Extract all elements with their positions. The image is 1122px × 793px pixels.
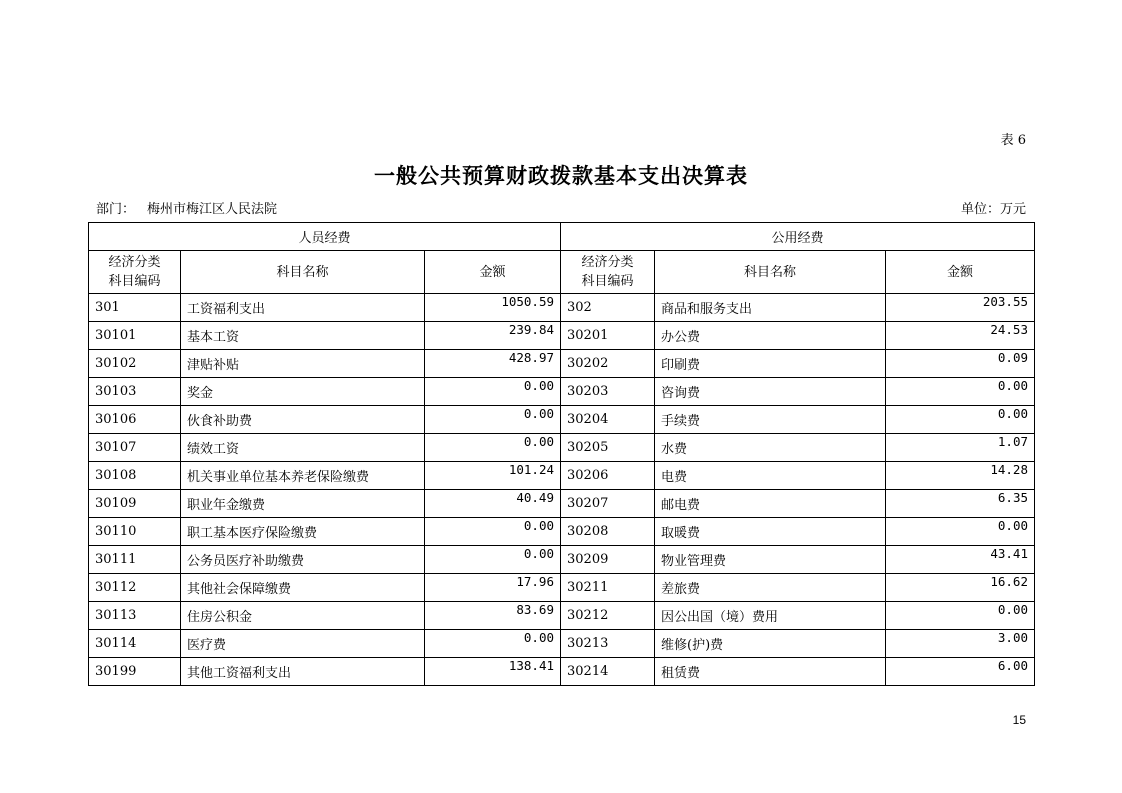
public-amount-cell: 14.28 bbox=[886, 462, 1035, 490]
personnel-name-cell: 奖金 bbox=[181, 378, 425, 406]
personnel-name-cell: 基本工资 bbox=[181, 322, 425, 350]
page-number: 15 bbox=[1012, 713, 1026, 727]
table-row bbox=[89, 294, 1035, 322]
personnel-name-cell: 伙食补助费 bbox=[181, 406, 425, 434]
column-header-name: 科目名称 bbox=[181, 251, 425, 294]
personnel-name-cell: 工资福利支出 bbox=[181, 294, 425, 322]
column-header-row bbox=[89, 251, 1035, 294]
table-row bbox=[89, 490, 1035, 518]
public-amount-cell: 6.35 bbox=[886, 490, 1035, 518]
public-amount-cell: 203.55 bbox=[886, 294, 1035, 322]
table-number-label: 表 6 bbox=[1000, 133, 1026, 148]
public-code-cell: 30213 bbox=[561, 630, 655, 658]
column-header-code-line1: 经济分类 bbox=[108, 255, 161, 270]
unit-label: 单位：万元 bbox=[960, 202, 1026, 217]
page-title: 一般公共预算财政拨款基本支出决算表 bbox=[374, 163, 748, 188]
table-row bbox=[89, 406, 1035, 434]
personnel-code-cell: 30113 bbox=[89, 602, 181, 630]
personnel-code-cell: 30103 bbox=[89, 378, 181, 406]
personnel-name-cell: 医疗费 bbox=[181, 630, 425, 658]
table-row bbox=[89, 350, 1035, 378]
table-row bbox=[89, 630, 1035, 658]
personnel-amount-cell: 40.49 bbox=[425, 490, 561, 518]
personnel-amount-cell: 83.69 bbox=[425, 602, 561, 630]
public-amount-cell: 3.00 bbox=[886, 630, 1035, 658]
column-header-code bbox=[89, 251, 181, 294]
public-amount-cell: 0.00 bbox=[886, 378, 1035, 406]
personnel-name-cell: 绩效工资 bbox=[181, 434, 425, 462]
personnel-name-cell: 津贴补贴 bbox=[181, 350, 425, 378]
group-header-row bbox=[89, 223, 1035, 251]
public-amount-cell: 0.00 bbox=[886, 406, 1035, 434]
table-row bbox=[89, 574, 1035, 602]
budget-table bbox=[88, 222, 1035, 686]
public-code-cell: 30209 bbox=[561, 546, 655, 574]
public-amount-cell: 0.00 bbox=[886, 602, 1035, 630]
personnel-code-cell: 30110 bbox=[89, 518, 181, 546]
public-code-cell: 30204 bbox=[561, 406, 655, 434]
personnel-amount-cell: 0.00 bbox=[425, 546, 561, 574]
personnel-amount-cell: 0.00 bbox=[425, 630, 561, 658]
personnel-name-cell: 其他工资福利支出 bbox=[181, 658, 425, 686]
public-code-cell: 30202 bbox=[561, 350, 655, 378]
personnel-name-cell: 住房公积金 bbox=[181, 602, 425, 630]
public-amount-cell: 6.00 bbox=[886, 658, 1035, 686]
public-amount-cell: 43.41 bbox=[886, 546, 1035, 574]
public-code-cell: 30206 bbox=[561, 462, 655, 490]
table-row bbox=[89, 462, 1035, 490]
public-code-cell: 302 bbox=[561, 294, 655, 322]
public-amount-cell: 0.00 bbox=[886, 518, 1035, 546]
public-name-cell: 水费 bbox=[655, 434, 886, 462]
public-name-cell: 印刷费 bbox=[655, 350, 886, 378]
personnel-amount-cell: 0.00 bbox=[425, 378, 561, 406]
column-header-amount: 金额 bbox=[425, 251, 561, 294]
personnel-name-cell: 职业年金缴费 bbox=[181, 490, 425, 518]
table-row bbox=[89, 434, 1035, 462]
column-header-code bbox=[561, 251, 655, 294]
table-row bbox=[89, 546, 1035, 574]
personnel-amount-cell: 1050.59 bbox=[425, 294, 561, 322]
table-body bbox=[89, 223, 1035, 686]
public-name-cell: 商品和服务支出 bbox=[655, 294, 886, 322]
personnel-code-cell: 30199 bbox=[89, 658, 181, 686]
personnel-amount-cell: 0.00 bbox=[425, 434, 561, 462]
public-amount-cell: 16.62 bbox=[886, 574, 1035, 602]
public-name-cell: 物业管理费 bbox=[655, 546, 886, 574]
column-header-code-line2: 科目编码 bbox=[581, 274, 634, 289]
personnel-code-cell: 30102 bbox=[89, 350, 181, 378]
public-amount-cell: 24.53 bbox=[886, 322, 1035, 350]
group-header-public: 公用经费 bbox=[561, 223, 1035, 251]
table-row bbox=[89, 658, 1035, 686]
public-name-cell: 差旅费 bbox=[655, 574, 886, 602]
public-name-cell: 邮电费 bbox=[655, 490, 886, 518]
public-name-cell: 咨询费 bbox=[655, 378, 886, 406]
personnel-code-cell: 30109 bbox=[89, 490, 181, 518]
public-name-cell: 租赁费 bbox=[655, 658, 886, 686]
personnel-amount-cell: 428.97 bbox=[425, 350, 561, 378]
personnel-name-cell: 职工基本医疗保险缴费 bbox=[181, 518, 425, 546]
personnel-code-cell: 30112 bbox=[89, 574, 181, 602]
personnel-amount-cell: 101.24 bbox=[425, 462, 561, 490]
public-name-cell: 维修(护)费 bbox=[655, 630, 886, 658]
personnel-code-cell: 30111 bbox=[89, 546, 181, 574]
public-code-cell: 30205 bbox=[561, 434, 655, 462]
table-row bbox=[89, 602, 1035, 630]
personnel-code-cell: 30108 bbox=[89, 462, 181, 490]
public-name-cell: 电费 bbox=[655, 462, 886, 490]
public-name-cell: 手续费 bbox=[655, 406, 886, 434]
personnel-name-cell: 其他社会保障缴费 bbox=[181, 574, 425, 602]
public-name-cell: 办公费 bbox=[655, 322, 886, 350]
personnel-code-cell: 30106 bbox=[89, 406, 181, 434]
public-code-cell: 30214 bbox=[561, 658, 655, 686]
personnel-name-cell: 机关事业单位基本养老保险缴费 bbox=[181, 462, 425, 490]
department-line bbox=[96, 198, 277, 217]
public-amount-cell: 0.09 bbox=[886, 350, 1035, 378]
public-name-cell: 因公出国（境）费用 bbox=[655, 602, 886, 630]
table-row bbox=[89, 378, 1035, 406]
group-header-personnel: 人员经费 bbox=[89, 223, 561, 251]
public-code-cell: 30207 bbox=[561, 490, 655, 518]
column-header-code-line1: 经济分类 bbox=[581, 255, 634, 270]
personnel-amount-cell: 0.00 bbox=[425, 518, 561, 546]
public-code-cell: 30203 bbox=[561, 378, 655, 406]
personnel-amount-cell: 0.00 bbox=[425, 406, 561, 434]
public-code-cell: 30212 bbox=[561, 602, 655, 630]
personnel-amount-cell: 239.84 bbox=[425, 322, 561, 350]
public-name-cell: 取暖费 bbox=[655, 518, 886, 546]
public-code-cell: 30208 bbox=[561, 518, 655, 546]
public-amount-cell: 1.07 bbox=[886, 434, 1035, 462]
personnel-code-cell: 301 bbox=[89, 294, 181, 322]
department-label: 部门： bbox=[96, 202, 136, 217]
personnel-amount-cell: 138.41 bbox=[425, 658, 561, 686]
public-code-cell: 30211 bbox=[561, 574, 655, 602]
column-header-name: 科目名称 bbox=[655, 251, 886, 294]
personnel-code-cell: 30114 bbox=[89, 630, 181, 658]
personnel-amount-cell: 17.96 bbox=[425, 574, 561, 602]
table-row bbox=[89, 518, 1035, 546]
personnel-code-cell: 30101 bbox=[89, 322, 181, 350]
personnel-name-cell: 公务员医疗补助缴费 bbox=[181, 546, 425, 574]
public-code-cell: 30201 bbox=[561, 322, 655, 350]
personnel-code-cell: 30107 bbox=[89, 434, 181, 462]
column-header-code-line2: 科目编码 bbox=[108, 274, 161, 289]
department-value: 梅州市梅江区人民法院 bbox=[147, 202, 278, 217]
column-header-amount: 金额 bbox=[886, 251, 1035, 294]
table-row bbox=[89, 322, 1035, 350]
